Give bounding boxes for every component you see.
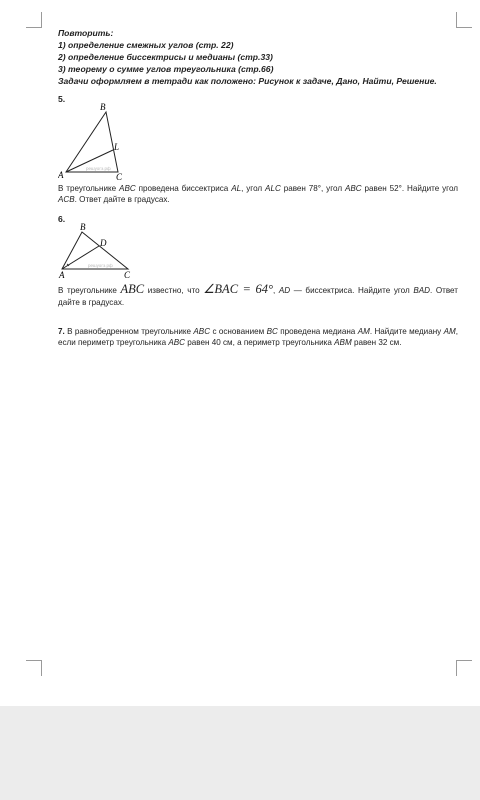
crop-mark-bottom-left [26,660,42,676]
task-6-figure [58,222,138,280]
task-7-number: 7. [58,327,65,336]
task-6-number: 6. [58,214,66,224]
task-7-text: 7. В равнобедренном треугольнике ABC с основанием BC проведена медиана AM. Найдите медиану AM, если периметр треугольника ABC равен 40 см, а периметр треугольника ABM равен 32 см. [58,327,458,347]
task-5-figure [58,102,138,182]
label-b: B [80,222,86,232]
review-header [58,27,437,87]
label-a: A [58,170,64,180]
label-b: B [100,102,106,112]
watermark: решуогэ.рф [86,166,111,171]
crop-mark-bottom-right [456,660,472,676]
review-item-3: 3) теорему о сумме углов треугольника (стр.66) [58,64,274,74]
watermark: решуогэ.рф [88,263,113,268]
label-a: A [59,270,65,280]
label-c: C [116,172,123,182]
crop-mark-top-right [456,12,472,28]
label-d: D [100,238,107,248]
label-l: L [114,142,120,152]
review-title: Повторить: [58,28,114,38]
crop-mark-top-left [26,12,42,28]
review-item-1: 1) определение смежных углов (стр. 22) [58,40,234,50]
task-5-number: 5. [58,94,66,104]
instruction-text: Задачи оформляем в тетради как положено: Рисунок к задаче, Дано, Найти, Решение. [58,76,437,86]
review-item-2: 2) определение биссектрисы и медианы (стр.33) [58,52,273,62]
task-6-text: В треугольнике ABC известно, что ∠BAC = 64°, AD — биссектриса. Найдите угол BAD. Ответ дайте в градусах. [58,282,458,307]
task-5-text: В треугольнике ABC проведена биссектриса AL, угол ALC равен 78°, угол ABC равен 52°. Найдите угол ACB. Ответ дайте в градусах. [58,184,458,204]
label-c: C [124,270,131,280]
triangle-abc [66,112,118,172]
